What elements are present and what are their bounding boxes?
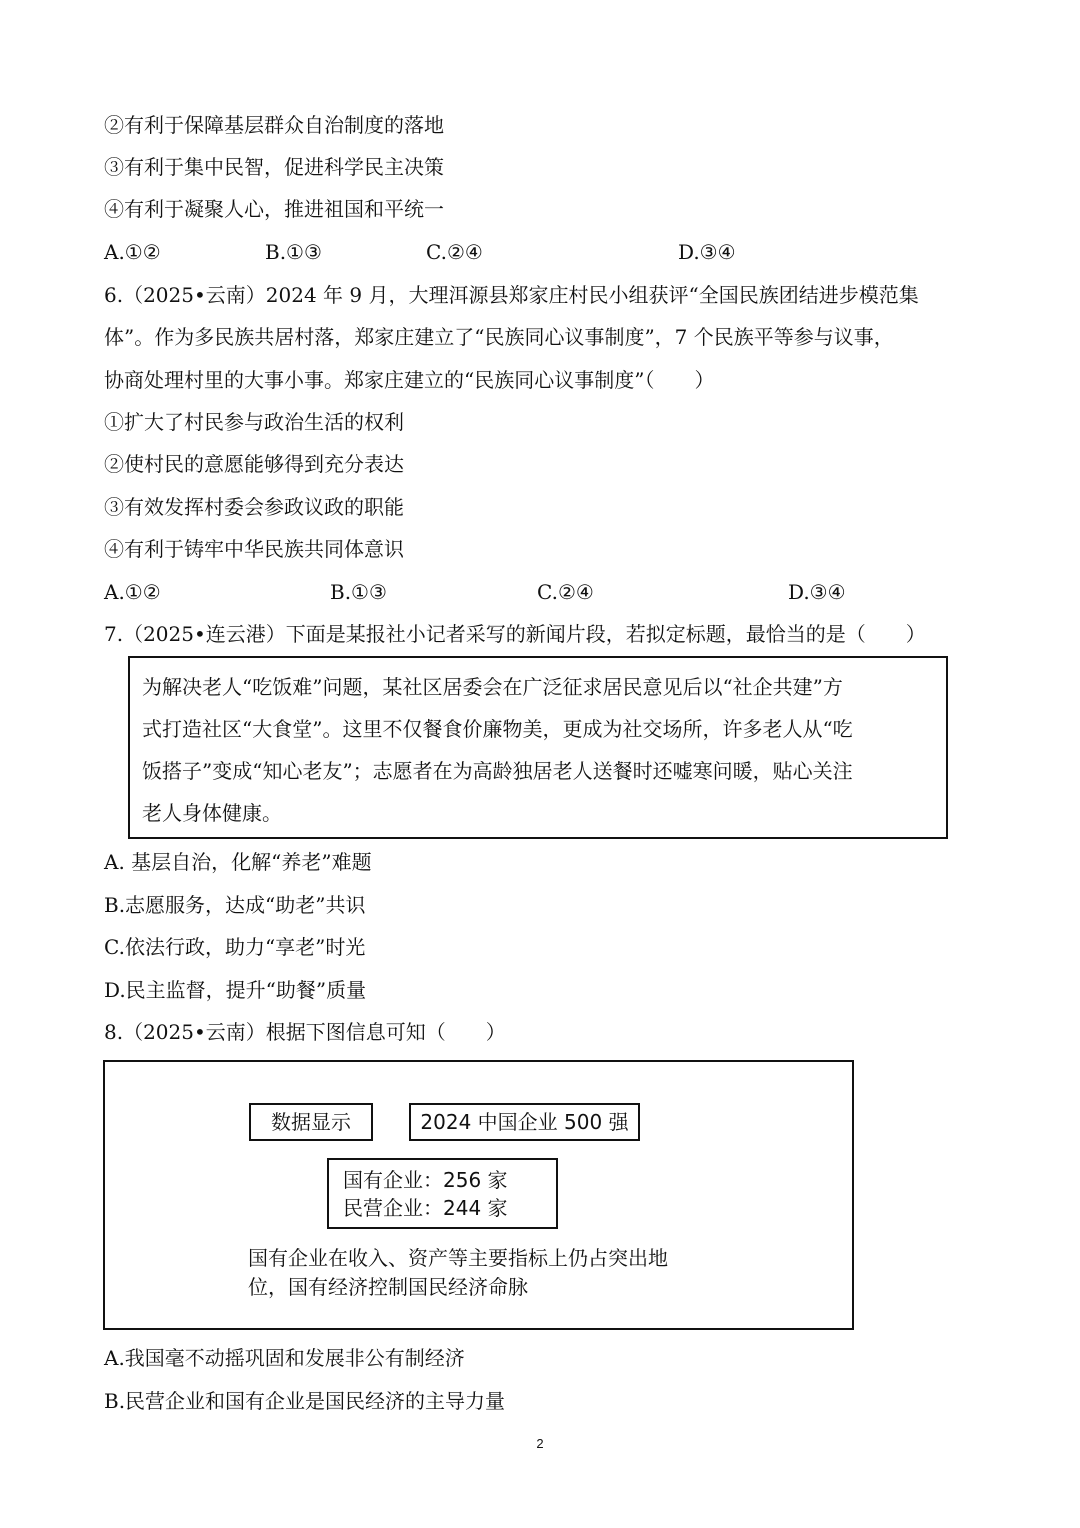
q5-item-4: ④有利于凝聚人心，推进祖国和平统一 (104, 197, 444, 221)
figure-label-data: 数据显示 (249, 1103, 373, 1141)
q5-option-c: C.②④ (426, 240, 483, 264)
q8-stem: 8.（2025•云南）根据下图信息可知（ ） (104, 1020, 506, 1044)
q8-figure (103, 1060, 854, 1330)
q6-item-4: ④有利于铸牢中华民族共同体意识 (104, 537, 404, 561)
stat-private: 民营企业：244 家 (343, 1196, 508, 1220)
q7-news-line-2: 式打造社区“大食堂”。这里不仅餐食价廉物美，更成为社交场所，许多老人从“吃 (142, 717, 853, 741)
q8-option-b: B.民营企业和国有企业是国民经济的主导力量 (104, 1389, 506, 1413)
q7-news-line-3: 饭搭子”变成“知心老友”；志愿者在为高龄独居老人送餐时还嘘寒问暖，贴心关注 (142, 759, 853, 783)
q6-stem-line-3: 协商处理村里的大事小事。郑家庄建立的“民族同心议事制度”（ ） (104, 368, 715, 392)
q6-option-b: B.①③ (330, 580, 387, 604)
page-number: 2 (536, 1436, 544, 1451)
q7-option-c: C.依法行政，助力“享老”时光 (104, 935, 366, 959)
q6-item-2: ②使村民的意愿能够得到充分表达 (104, 452, 404, 476)
q6-item-3: ③有效发挥村委会参政议政的职能 (104, 495, 404, 519)
q6-option-c: C.②④ (537, 580, 594, 604)
q7-news-line-4: 老人身体健康。 (142, 801, 282, 825)
q7-stem: 7.（2025•连云港）下面是某报社小记者采写的新闻片段，若拟定标题，最恰当的是（ ） (104, 622, 926, 646)
q6-option-d: D.③④ (788, 580, 846, 604)
q6-stem-line-2: 体”。作为多民族共居村落，郑家庄建立了“民族同心议事制度”，7 个民族平等参与议事， (104, 325, 894, 349)
q5-option-a: A.①② (104, 240, 161, 264)
figure-stats-box (327, 1158, 558, 1229)
q7-option-d: D.民主监督，提升“助餐”质量 (104, 978, 367, 1002)
q7-news-line-1: 为解决老人“吃饭难”问题，某社区居委会在广泛征求居民意见后以“社企共建”方 (142, 675, 843, 699)
q6-item-1: ①扩大了村民参与政治生活的权利 (104, 410, 404, 434)
q5-item-2: ②有利于保障基层群众自治制度的落地 (104, 113, 444, 137)
q5-item-3: ③有利于集中民智，促进科学民主决策 (104, 155, 444, 179)
q6-stem-line-1: 6.（2025•云南）2024 年 9 月，大理洱源县郑家庄村民小组获评“全国民族团结进步模范集 (104, 283, 919, 307)
q5-option-d: D.③④ (678, 240, 736, 264)
q7-option-a: A. 基层自治，化解“养老”难题 (104, 850, 372, 874)
figure-note-line-2: 位，国有经济控制国民经济命脉 (248, 1275, 528, 1299)
figure-label-ranking: 2024 中国企业 500 强 (409, 1103, 640, 1141)
q7-option-b: B.志愿服务，达成“助老”共识 (104, 893, 366, 917)
stat-state-owned: 国有企业：256 家 (343, 1168, 508, 1192)
figure-note-line-1: 国有企业在收入、资产等主要指标上仍占突出地 (248, 1246, 668, 1270)
q8-option-a: A.我国毫不动摇巩固和发展非公有制经济 (104, 1346, 465, 1370)
q7-news-box (128, 656, 948, 839)
q5-option-b: B.①③ (265, 240, 322, 264)
q6-option-a: A.①② (104, 580, 161, 604)
